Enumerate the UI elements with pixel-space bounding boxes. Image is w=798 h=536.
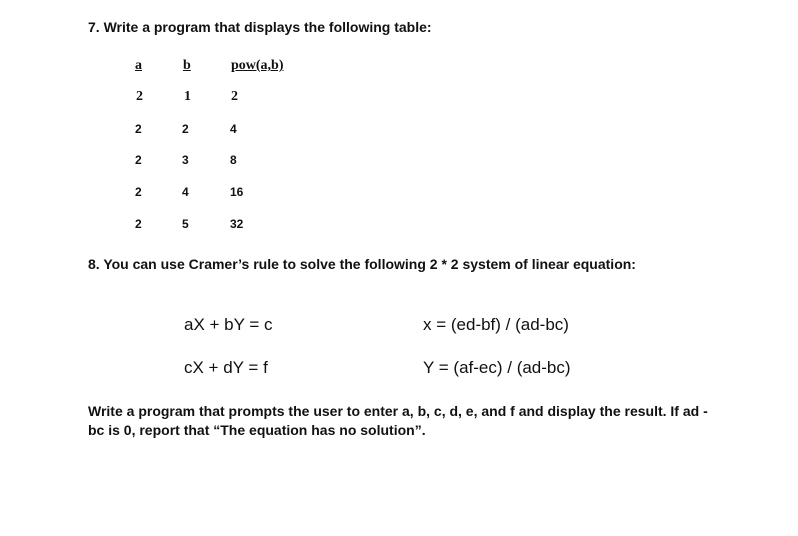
table-cell: 5 [182,217,189,231]
question-8-instructions: Write a program that prompts the user to enter a, b, c, d, e, and f and display the result. If ad - bc is 0, report that “The equation has no solution”. [88,403,708,438]
question-7-title: 7. Write a program that displays the following table: [88,19,432,35]
table-cell: 2 [182,122,189,136]
table-cell: 4 [230,122,237,136]
table-cell: 3 [182,153,189,167]
table-header-b: b [183,58,191,73]
table-cell: 16 [230,185,244,199]
table-cell: 2 [135,153,142,167]
table-cell: 2 [136,89,143,104]
solution-y: Y = (af-ec) / (ad-bc) [423,358,571,377]
solution-x: x = (ed-bf) / (ad-bc) [423,315,569,334]
table-cell: 4 [182,185,189,199]
table-cell: 2 [231,89,238,104]
table-cell: 2 [135,122,142,136]
table-cell: 1 [184,89,191,104]
equation-2: cX + dY = f [184,358,268,377]
equation-1: aX + bY = c [184,315,273,334]
question-8-title: 8. You can use Cramer’s rule to solve the following 2 * 2 system of linear equation: [88,256,636,272]
table-header-a: a [135,58,142,73]
table-cell: 8 [230,153,237,167]
table-header-pow: pow(a,b) [231,58,284,73]
table-cell: 2 [135,217,142,231]
table-cell: 2 [135,185,142,199]
table-cell: 32 [230,217,244,231]
